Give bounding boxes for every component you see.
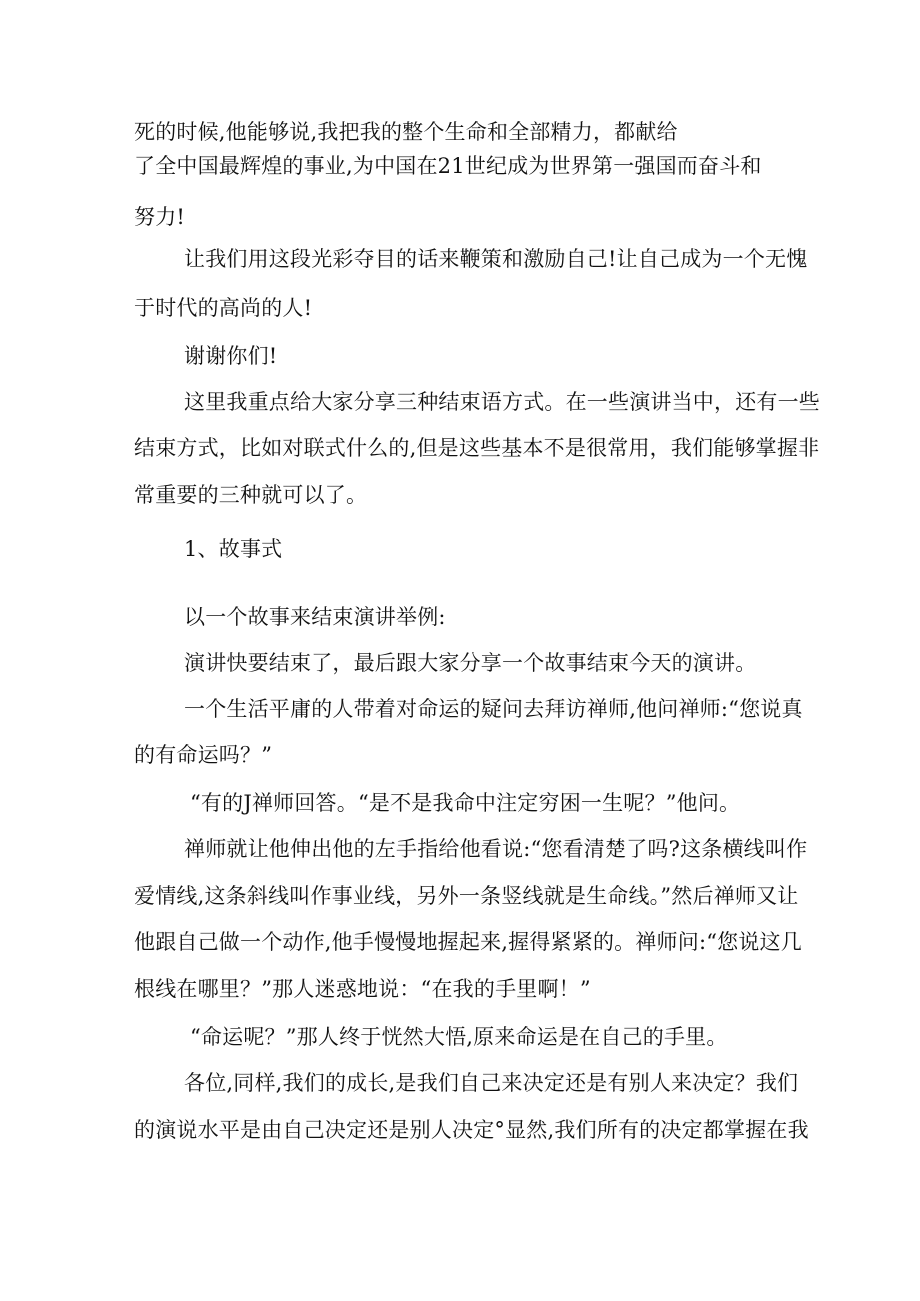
text-line-17: 爱情线,这条斜线叫作事业线，另外一条竖线就是生命线。”然后禅师又让 — [134, 884, 799, 908]
text-line-4: 让我们用这段光彩夺目的话来鞭策和激励自己!让自己成为一个无愧 — [184, 247, 808, 271]
text-line-22: 的演说水平是由自己决定还是别人决定°显然,我们所有的决定都掌握在我 — [134, 1118, 809, 1142]
text-line-8: 结束方式，比如对联式什么的,但是这些基本不是很常用，我们能够掌握非 — [134, 436, 820, 460]
text-line-19: 根线在哪里？”那人迷惑地说：“在我的手里啊！” — [134, 977, 591, 1001]
section-heading: 1、故事式 — [184, 537, 283, 561]
text-line-1: 死的时候,他能够说,我把我的整个生命和全部精力，都献给 — [134, 120, 678, 144]
text-line-18: 他跟自己做一个动作,他手慢慢地握起来,握得紧紧的。禅师问:“您说这几 — [134, 930, 802, 954]
text-line-13: 一个生活平庸的人带着对命运的疑问去拜访禅师,他问禅师:“您说真 — [184, 697, 803, 721]
text-line-2: 了全中国最辉煌的事业,为中国在21世纪成为世界第一强国而奋斗和 — [134, 154, 762, 178]
text-line-7: 这里我重点给大家分享三种结束语方式。在一些演讲当中，还有一些 — [184, 390, 820, 414]
text-line-14: 的有命运吗？” — [134, 743, 273, 767]
text-line-21: 各位,同样,我们的成长,是我们自己来决定还是有别人来决定？我们 — [184, 1071, 799, 1095]
text-line-15: “有的J禅师回答。“是不是我命中注定穷困一生呢？”他问。 — [190, 791, 741, 815]
text-line-16: 禅师就让他伸出他的左手指给他看说:“您看清楚了吗?这条横线叫作 — [184, 837, 808, 861]
text-line-20: “命运呢？”那人终于恍然大悟,原来命运是在自己的手里。 — [190, 1025, 728, 1049]
text-line-3: 努力! — [134, 205, 186, 229]
text-line-9: 常重要的三种就可以了。 — [134, 483, 368, 507]
text-line-6: 谢谢你们! — [184, 344, 278, 368]
text-line-5: 于时代的高尚的人! — [134, 296, 313, 320]
text-line-11: 以一个故事来结束演讲举例: — [184, 605, 446, 629]
text-line-12: 演讲快要结束了，最后跟大家分享一个故事结束今天的演讲。 — [184, 651, 757, 675]
